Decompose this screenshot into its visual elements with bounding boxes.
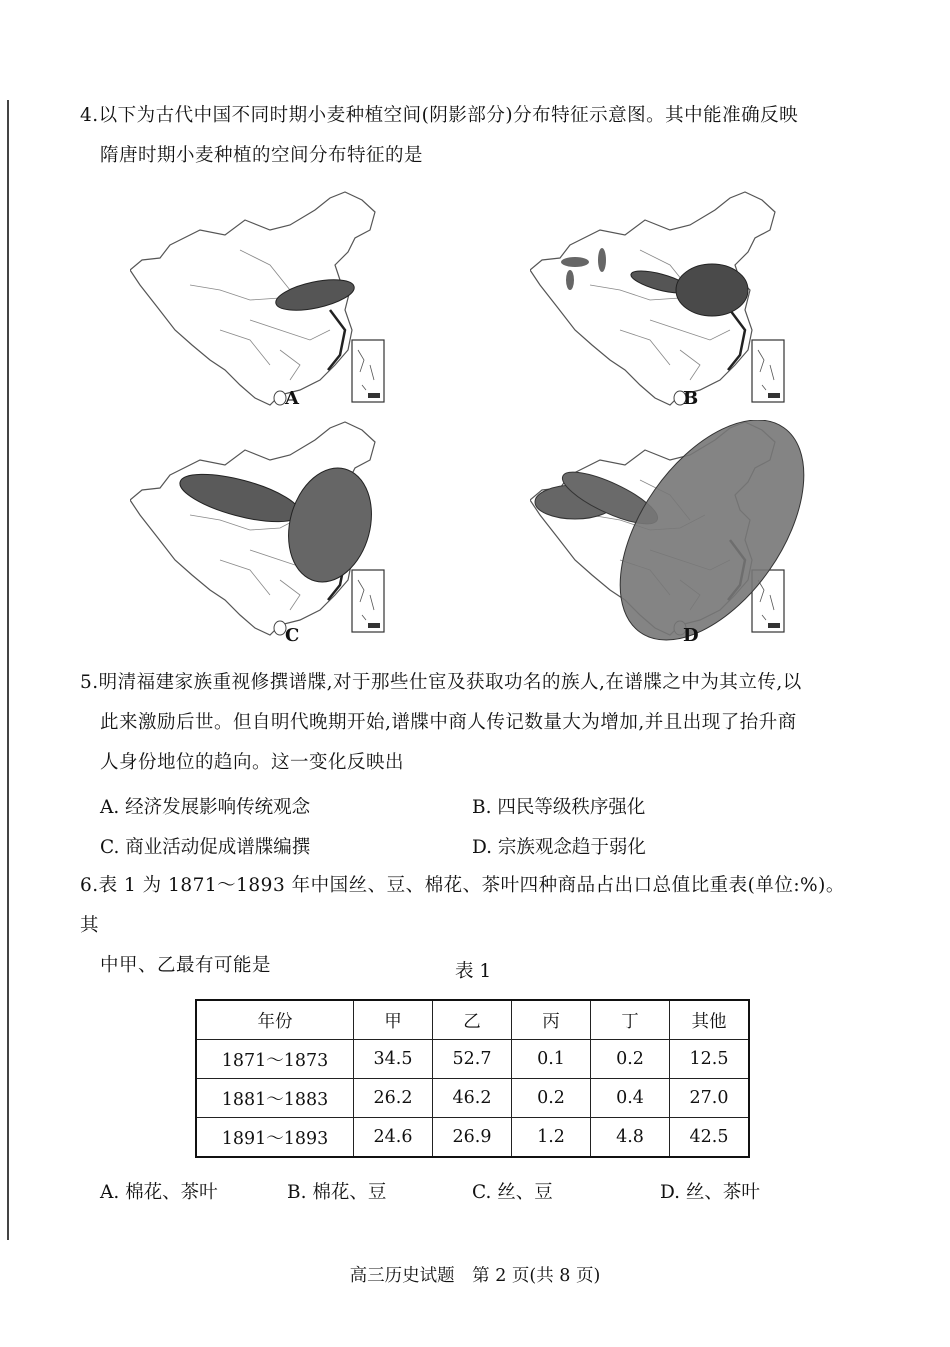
table-cell: 26.2 bbox=[354, 1079, 433, 1118]
table-cell: 12.5 bbox=[670, 1040, 750, 1079]
page-footer: 高三历史试题 第 2 页(共 8 页) bbox=[349, 1266, 601, 1286]
header-cell: 年份 bbox=[196, 1000, 354, 1040]
map-label-d: D bbox=[683, 625, 699, 646]
table-cell: 0.1 bbox=[512, 1040, 591, 1079]
q5-option-b[interactable]: B. 四民等级秩序强化 bbox=[472, 797, 646, 818]
table-header-row bbox=[196, 1000, 749, 1040]
q4-line-2: 隋唐时期小麦种植的空间分布特征的是 bbox=[100, 145, 424, 166]
q6-option-c[interactable]: C. 丝、豆 bbox=[472, 1182, 553, 1203]
header-cell: 其他 bbox=[670, 1000, 750, 1040]
table-cell: 1871～1873 bbox=[196, 1040, 354, 1079]
table-cell: 52.7 bbox=[433, 1040, 512, 1079]
export-share-table bbox=[195, 999, 750, 1158]
q4-line-1: 4.以下为古代中国不同时期小麦种植空间(阴影部分)分布特征示意图。其中能准确反映 bbox=[80, 105, 799, 126]
table-cell: 1891～1893 bbox=[196, 1118, 354, 1158]
q5-option-d[interactable]: D. 宗族观念趋于弱化 bbox=[472, 837, 646, 858]
map-a bbox=[130, 190, 390, 420]
q6-line-2: 中甲、乙最有可能是 bbox=[100, 955, 272, 976]
table-cell: 4.8 bbox=[591, 1118, 670, 1158]
table-title: 表 1 bbox=[455, 961, 492, 982]
question-4-stem bbox=[80, 96, 850, 176]
margin-line bbox=[7, 100, 9, 1240]
header-cell: 乙 bbox=[433, 1000, 512, 1040]
map-label-a: A bbox=[285, 388, 299, 409]
table-cell: 34.5 bbox=[354, 1040, 433, 1079]
table-row bbox=[196, 1118, 749, 1158]
map-label-b: B bbox=[683, 388, 699, 409]
q5-line-2: 此来激励后世。但自明代晚期开始,谱牒中商人传记数量大为增加,并且出现了抬升商 bbox=[100, 712, 797, 733]
table-cell: 1.2 bbox=[512, 1118, 591, 1158]
table-row bbox=[196, 1040, 749, 1079]
table-cell: 42.5 bbox=[670, 1118, 750, 1158]
map-label-c: C bbox=[285, 625, 300, 646]
q5-option-a[interactable]: A. 经济发展影响传统观念 bbox=[100, 797, 311, 818]
table-cell: 27.0 bbox=[670, 1079, 750, 1118]
table-cell: 1881～1883 bbox=[196, 1079, 354, 1118]
table-cell: 46.2 bbox=[433, 1079, 512, 1118]
q5-line-3: 人身份地位的趋向。这一变化反映出 bbox=[100, 752, 405, 773]
table-cell: 0.2 bbox=[591, 1040, 670, 1079]
table-cell: 24.6 bbox=[354, 1118, 433, 1158]
map-c bbox=[130, 420, 390, 650]
header-cell: 丁 bbox=[591, 1000, 670, 1040]
q6-line-1: 6.表 1 为 1871～1893 年中国丝、豆、棉花、茶叶四种商品占出口总值比重表(单位:%)。其 bbox=[80, 875, 845, 936]
map-d bbox=[530, 420, 790, 650]
table-cell: 26.9 bbox=[433, 1118, 512, 1158]
table-row bbox=[196, 1079, 749, 1118]
map-b bbox=[530, 190, 790, 420]
header-cell: 甲 bbox=[354, 1000, 433, 1040]
q5-line-1: 5.明清福建家族重视修撰谱牒,对于那些仕宦及获取功名的族人,在谱牒之中为其立传,以 bbox=[80, 672, 802, 693]
table-cell: 0.4 bbox=[591, 1079, 670, 1118]
q6-option-d[interactable]: D. 丝、茶叶 bbox=[660, 1182, 760, 1203]
question-5-stem bbox=[80, 663, 850, 783]
q6-option-b[interactable]: B. 棉花、豆 bbox=[287, 1182, 387, 1203]
q6-option-a[interactable]: A. 棉花、茶叶 bbox=[100, 1182, 218, 1203]
table-cell: 0.2 bbox=[512, 1079, 591, 1118]
header-cell: 丙 bbox=[512, 1000, 591, 1040]
q5-option-c[interactable]: C. 商业活动促成谱牒编撰 bbox=[100, 837, 311, 858]
